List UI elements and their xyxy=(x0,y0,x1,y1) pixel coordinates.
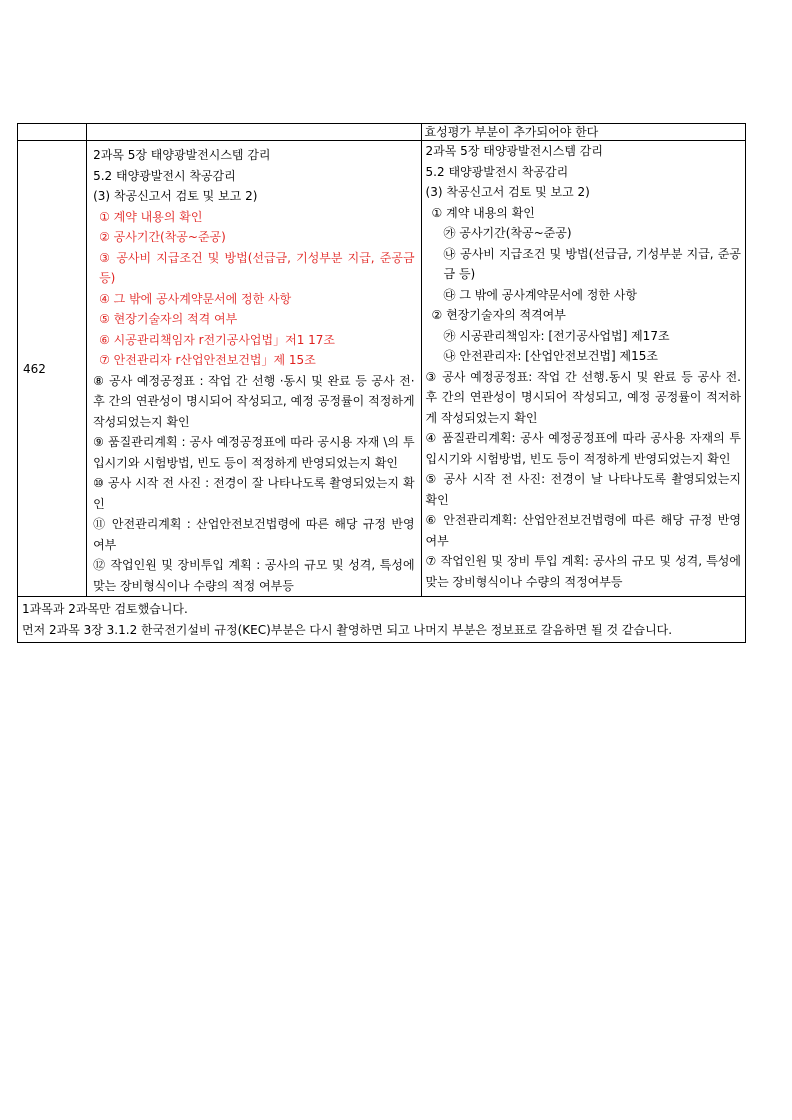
footer-row xyxy=(18,597,746,643)
revised-line: ② 현장기술자의 적격여부 xyxy=(431,308,566,322)
header-cell-comment: 효성평가 부분이 추가되어야 한다 xyxy=(421,124,745,141)
original-line: ⑪ 안전관리계획 : 산업안전보건법령에 따른 해당 규정 반영 여부 xyxy=(93,517,415,552)
original-line: ② 공사기간(착공~준공) xyxy=(99,230,226,244)
revised-line: (3) 착공신고서 검토 및 보고 2) xyxy=(425,185,590,199)
revised-text-cell xyxy=(421,141,745,597)
content-row xyxy=(18,141,746,597)
original-line: ⑩ 공사 시작 전 사진 : 전경이 잘 나타나도록 촬영되었는지 확인 xyxy=(93,476,415,511)
header-cell-original xyxy=(87,124,421,141)
revised-line: ㉯ 안전관리자: [산업안전보건법] 제15조 xyxy=(443,349,658,363)
revised-line: ④ 품질관리계획: 공사 예정공정표에 따라 공사용 자재의 투입시기와 시험방법, 빈도 등이 적정하게 반영되었는지 확인 xyxy=(425,431,741,466)
revised-line: 2과목 5장 태양광발전시스템 감리 xyxy=(425,144,603,158)
original-line: ⑫ 작업인원 및 장비투입 계획 : 공사의 규모 및 성격, 특성에 맞는 장비형식이나 수량의 적정 여부등 xyxy=(93,558,415,593)
page-number-cell xyxy=(18,141,87,597)
revised-line: ③ 공사 예정공정표: 작업 간 선행.동시 및 완료 등 공사 전.후 간의 연관성이 명시되어 작성되고, 예정 공정률이 적저하게 작성되었는지 확인 xyxy=(425,369,741,425)
footer-line-1: 1과목과 2과목만 검토했습니다. xyxy=(22,602,188,616)
page-number: 462 xyxy=(23,361,46,376)
original-text-list xyxy=(93,145,414,596)
header-row xyxy=(18,124,746,141)
original-line: 5.2 태양광발전시 착공감리 xyxy=(93,168,236,183)
revised-line: ㉯ 공사비 지급조건 및 방법(선급금, 기성부분 지급, 준공금 등) xyxy=(443,246,741,281)
revised-line: ⑤ 공사 시작 전 사진: 전경이 날 나타나도록 촬영되었는지 확인 xyxy=(425,472,741,507)
original-line: ⑦ 안전관리자 r산업안전보건법」제 15조 xyxy=(99,353,316,367)
revised-line: ⑦ 작업인원 및 장비 투입 계획: 공사의 규모 및 성격, 특성에 맞는 장비형식이나 수량의 적정여부등 xyxy=(425,554,741,589)
original-line: ⑥ 시공관리책임자 r전기공사업법」저1 17조 xyxy=(99,332,336,347)
original-line: ⑨ 품질관리계획 : 공사 예정공정표에 따라 공시용 자재 \의 투입시기와 시험방법, 빈도 등이 적정하게 반영되었는지 확인 xyxy=(93,435,415,470)
original-line: ⑧ 공사 예정공정표 : 작업 간 선행 ·동시 및 완료 등 공사 전·후 간의 연관성이 명시되어 작성되고, 예정 공정률이 적정하게 작성되었는지 확인 xyxy=(93,373,415,429)
review-table xyxy=(17,123,746,643)
revised-line: ㉮ 공사기간(착공~준공) xyxy=(443,226,572,240)
original-line: 2과목 5장 태양광발전시스템 감리 xyxy=(93,148,271,162)
original-line: ① 계약 내용의 확인 xyxy=(99,209,203,224)
revised-line: ① 계약 내용의 확인 xyxy=(431,205,535,220)
original-text-cell xyxy=(87,141,421,597)
revised-line: ㉰ 그 밖에 공사계약문서에 정한 사항 xyxy=(443,287,637,302)
original-line: ④ 그 밖에 공사계약문서에 정한 사항 xyxy=(99,291,292,306)
footer-line-2: 먼저 2과목 3장 3.1.2 한국전기설비 규정(KEC)부분은 다시 촬영하면 되고 나머지 부분은 정보표로 갈음하면 될 것 같습니다. xyxy=(22,622,673,637)
revised-line: 5.2 태양광발전시 착공감리 xyxy=(425,164,569,179)
header-cell-number xyxy=(18,124,87,141)
original-line: ⑤ 현장기술자의 적격 여부 xyxy=(99,312,238,326)
revised-line: ⑥ 안전관리계획: 산업안전보건법령에 따른 해당 규정 반영 여부 xyxy=(425,513,741,548)
original-line: (3) 착공신고서 검토 및 보고 2) xyxy=(93,189,258,203)
revised-text-list xyxy=(426,141,741,592)
revised-line: ㉮ 시공관리책임자: [전기공사업법] 제17조 xyxy=(443,328,670,343)
footer-cell xyxy=(18,597,746,643)
original-line: ③ 공사비 지급조건 및 방법(선급금, 기성부분 지급, 준공금 등) xyxy=(99,250,415,285)
